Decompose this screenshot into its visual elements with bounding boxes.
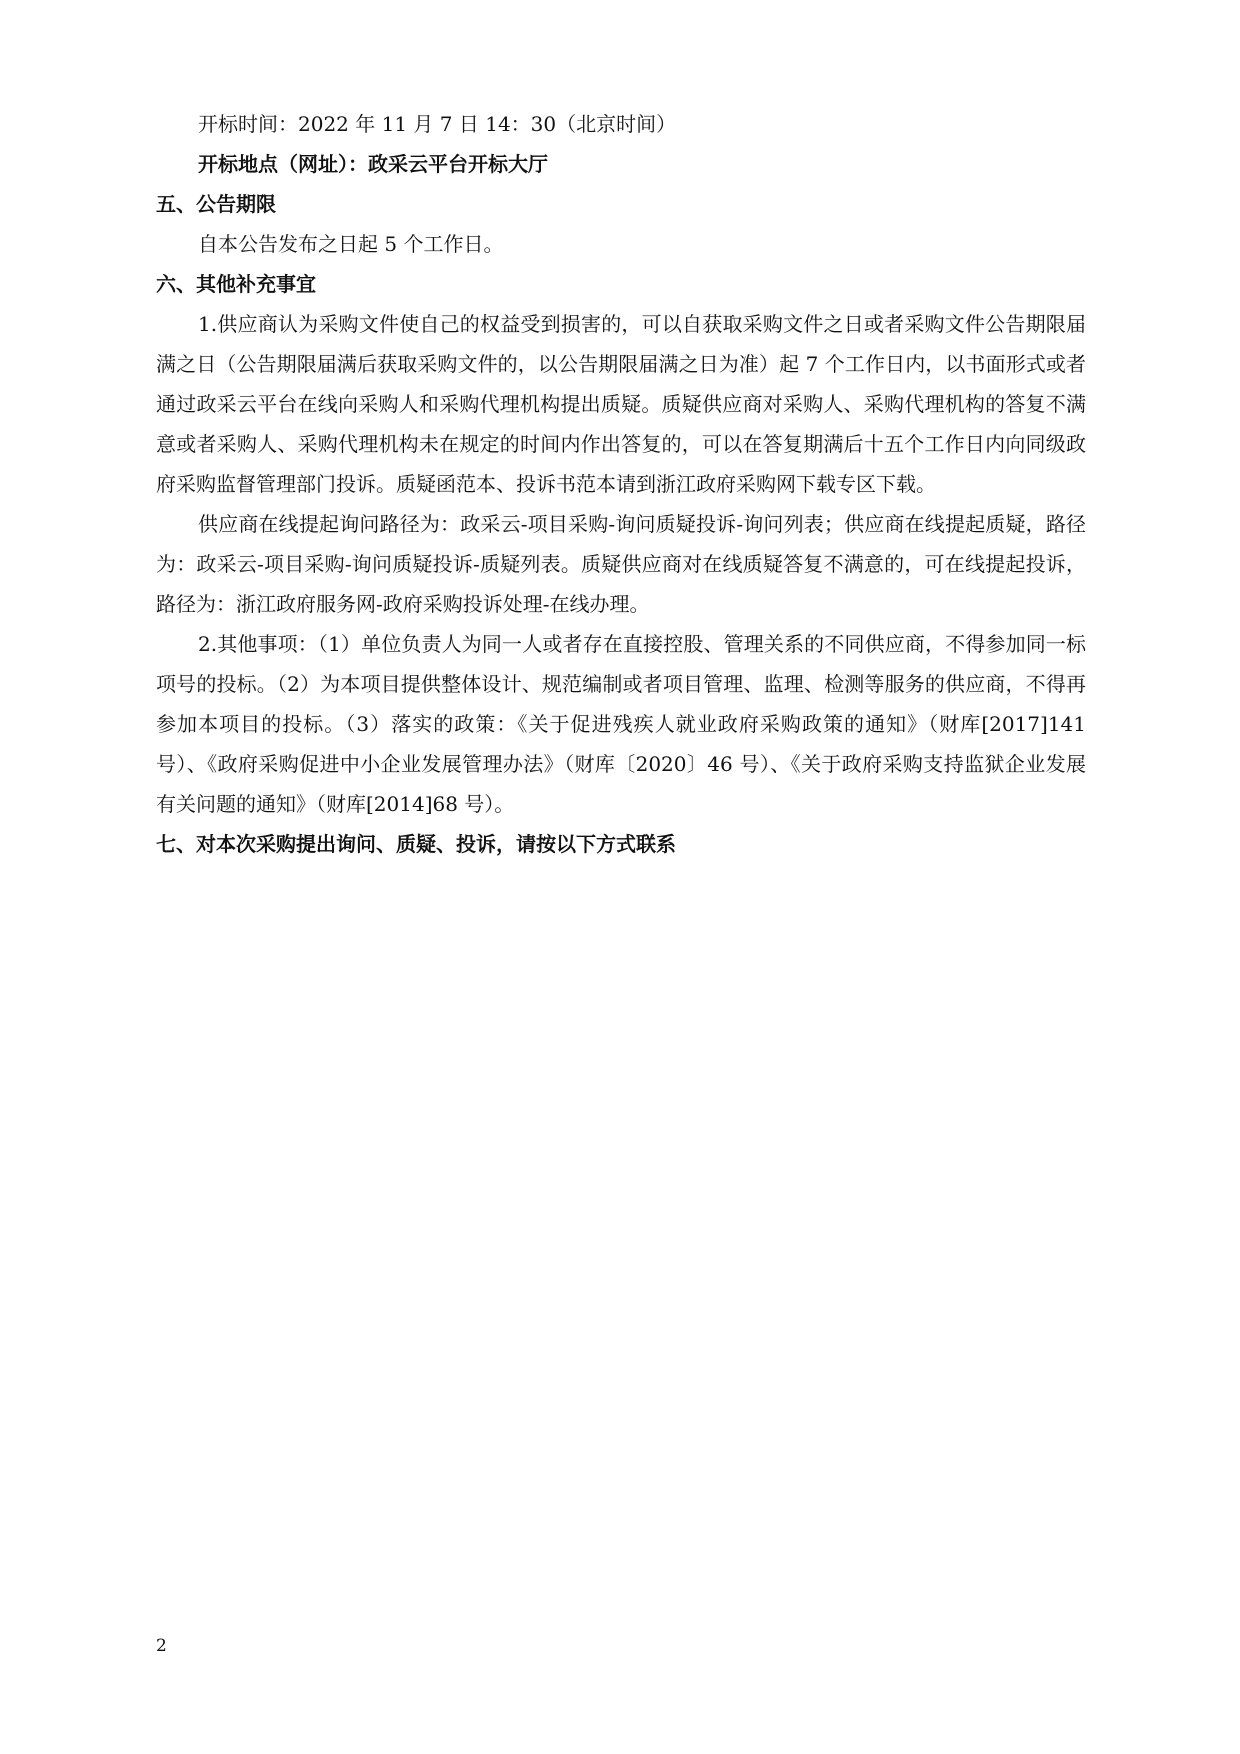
- section6-paragraph-3: 2.其他事项：（1）单位负责人为同一人或者存在直接控股、管理关系的不同供应商，不得参加同一标项号的投标。（2）为本项目提供整体设计、规范编制或者项目管理、监理、检测等服务的供应商，不得再参加本项目的投标。（3）落实的政策：《关于促进残疾人就业政府采购政策的通知》（财库[2017]141 号）、《政府采购促进中小企业发展管理办法》（财库〔2020〕46 号）、《关于政府采购支持监狱企业发展有关问题的通知》（财库[2014]68 号）。: [156, 632, 1086, 816]
- section5-text: 自本公告发布之日起 5 个工作日。: [198, 232, 504, 256]
- bid-opening-location: 开标地点（网址）：政采云平台开标大厅: [198, 152, 548, 176]
- document-content: [156, 104, 1086, 864]
- bid-opening-time: 开标时间：2022 年 11 月 7 日 14：30（北京时间）: [198, 112, 677, 136]
- page-number: 2: [156, 1636, 167, 1656]
- section6-paragraph-2: 供应商在线提起询问路径为：政采云-项目采购-询问质疑投诉-询问列表；供应商在线提起质疑，路径为：政采云-项目采购-询问质疑投诉-质疑列表。质疑供应商对在线质疑答复不满意的，可在线提起投诉，路径为：浙江政府服务网-政府采购投诉处理-在线办理。: [156, 512, 1086, 616]
- section6-paragraph-1: 1.供应商认为采购文件使自己的权益受到损害的，可以自获取采购文件之日或者采购文件公告期限届满之日（公告期限届满后获取采购文件的，以公告期限届满之日为准）起 7 个工作日内，以书面形式或者通过政采云平台在线向采购人和采购代理机构提出质疑。质疑供应商对采购人、采购代理机构的答复不满意或者采购人、采购代理机构未在规定的时间内作出答复的，可以在答复期满后十五个工作日内向同级政府采购监督管理部门投诉。质疑函范本、投诉书范本请到浙江政府采购网下载专区下载。: [156, 312, 1086, 496]
- section6-heading: 六、其他补充事宜: [156, 272, 316, 296]
- section5-heading: 五、公告期限: [156, 192, 276, 216]
- section7-heading: 七、对本次采购提出询问、质疑、投诉，请按以下方式联系: [156, 832, 676, 856]
